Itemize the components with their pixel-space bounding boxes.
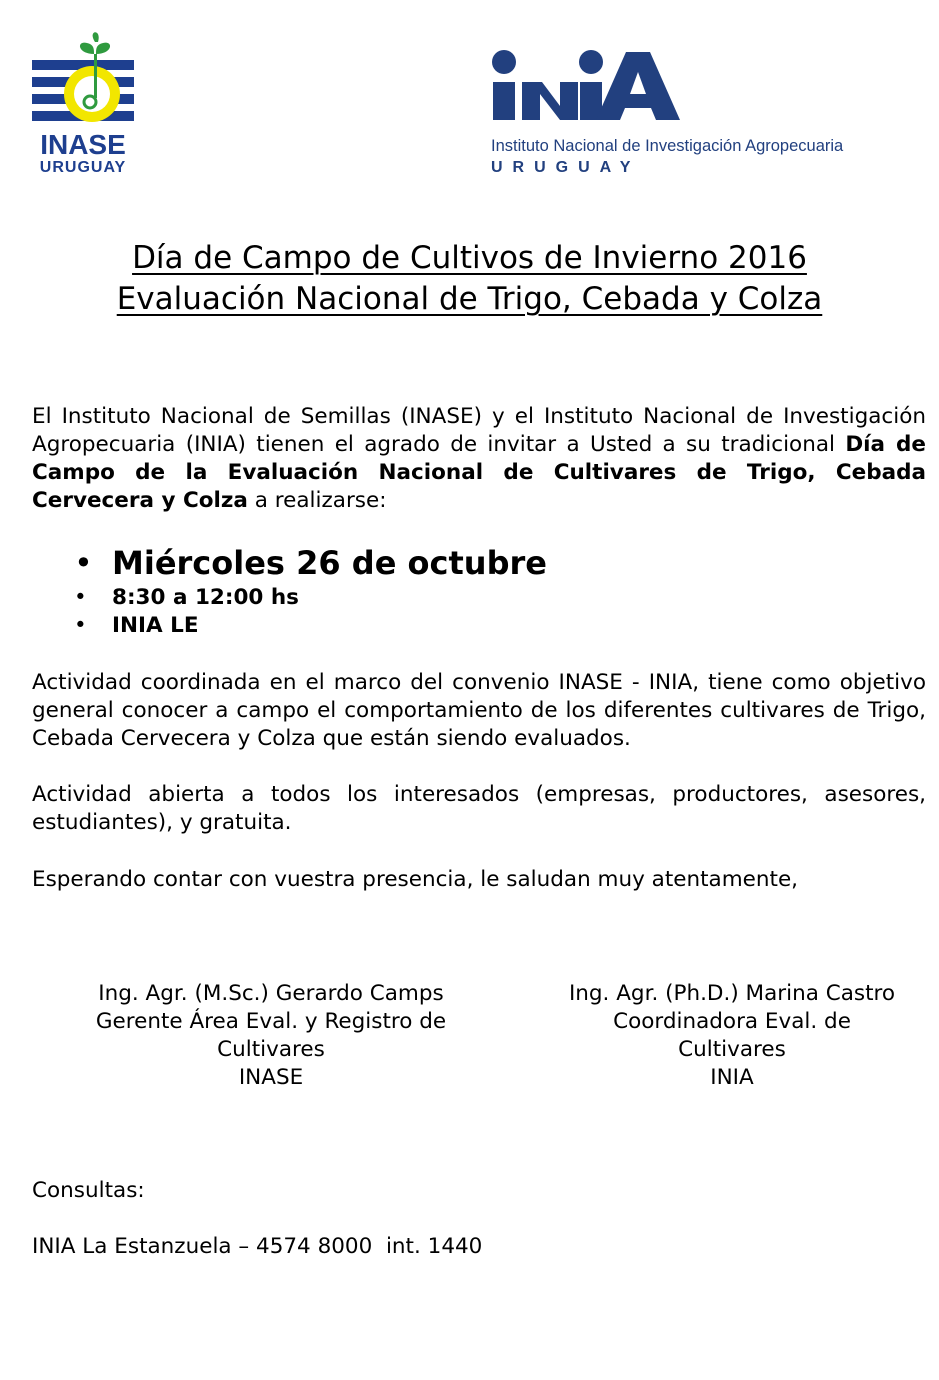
event-date: • Miércoles 26 de octubre bbox=[32, 544, 912, 582]
event-place: • INIA LE bbox=[32, 612, 912, 640]
signature-left-org: INASE bbox=[238, 1065, 304, 1090]
inase-logo-country: URUGUAY bbox=[39, 159, 127, 176]
contact-label: Consultas: bbox=[32, 1178, 145, 1203]
signature-left-role: Gerente Área Eval. y Registro de Cultivares bbox=[95, 1009, 447, 1062]
intro-text-end: a realizarse: bbox=[247, 488, 387, 513]
intro-bold-text: Día de Campo de la Evaluación Nacional de Cultivares de Trigo, Cebada Cervecera y Colza bbox=[32, 432, 926, 513]
signature-left-name: Ing. Agr. (M.Sc.) Gerardo Camps bbox=[98, 981, 444, 1006]
signature-right bbox=[546, 980, 918, 1092]
event-details bbox=[32, 544, 912, 640]
inase-logo bbox=[32, 30, 138, 176]
paragraph-closing: Esperando contar con vuestra presencia, le saludan muy atentamente, bbox=[32, 867, 799, 892]
signature-right-name: Ing. Agr. (Ph.D.) Marina Castro bbox=[568, 981, 896, 1006]
inase-logo-name: INASE bbox=[40, 129, 126, 160]
title-line-1-text: Día de Campo de Cultivos de Invierno 2016 bbox=[132, 240, 807, 276]
paragraph-activity: Actividad coordinada en el marco del convenio INASE - INIA, tiene como objetivo general conocer a campo el comportamiento de los diferentes cultivares de Trigo, Cebada Cervecera y Colza que están siendo evaluados. bbox=[32, 670, 926, 751]
intro-text: El Instituto Nacional de Semillas (INASE) y el Instituto Nacional de Investigación Agropecuaria (INIA) tienen el agrado de invitar a Usted a su tradicional bbox=[32, 404, 926, 457]
signature-right-role: Coordinadora Eval. de Cultivares bbox=[613, 1009, 851, 1062]
signature-left bbox=[72, 980, 470, 1092]
event-time: • 8:30 a 12:00 hs bbox=[32, 584, 912, 612]
inia-logo-country: URUGUAY bbox=[491, 159, 641, 176]
signature-right-org: INIA bbox=[710, 1065, 754, 1090]
title-line-2 bbox=[0, 279, 939, 320]
paragraph-open: Actividad abierta a todos los interesados (empresas, productores, asesores, estudiantes), y gratuita. bbox=[32, 782, 926, 835]
title-line-2-text: Evaluación Nacional de Trigo, Cebada y Colza bbox=[116, 281, 823, 317]
contact-line: INIA La Estanzuela – 4574 8000 int. 1440 bbox=[32, 1234, 483, 1259]
title-line-1 bbox=[0, 238, 939, 279]
inia-logo bbox=[490, 48, 890, 178]
inia-logo-subtitle: Instituto Nacional de Investigación Agropecuaria bbox=[491, 137, 844, 155]
intro-paragraph bbox=[32, 403, 926, 515]
